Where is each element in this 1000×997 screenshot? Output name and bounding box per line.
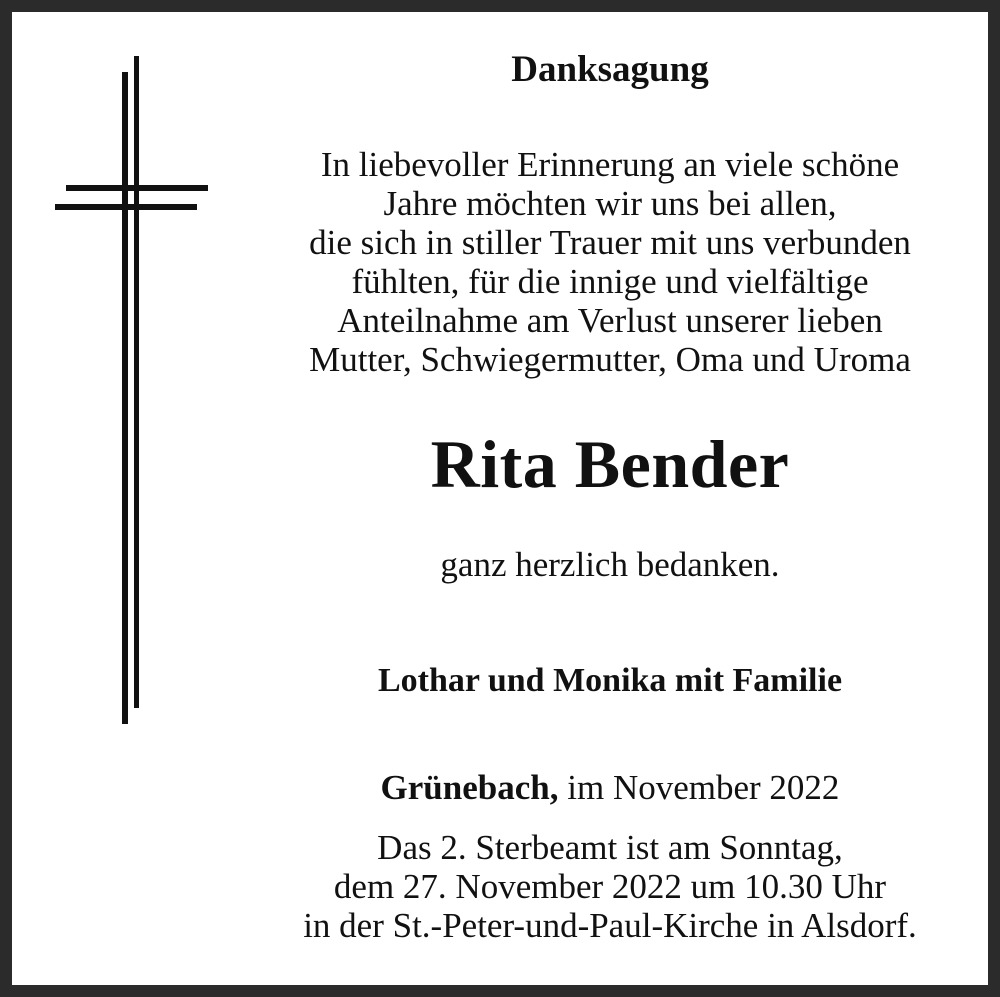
intro-text xyxy=(250,145,970,379)
intro-line: die sich in stiller Trauer mit uns verbunden xyxy=(309,223,911,262)
intro-line: Anteilnahme am Verlust unserer lieben xyxy=(337,301,883,340)
service-line: Das 2. Sterbeamt ist am Sonntag, xyxy=(377,828,843,867)
service-line: dem 27. November 2022 um 10.30 Uhr xyxy=(333,867,887,906)
notice-heading: Danksagung xyxy=(511,49,709,90)
thanks-line: ganz herzlich bedanken. xyxy=(440,545,780,584)
date-line: im November 2022 xyxy=(558,768,840,807)
intro-line: fühlten, für die innige und vielfältige xyxy=(351,262,869,301)
place-date xyxy=(250,768,970,808)
service-info xyxy=(250,828,970,945)
intro-line: Jahre möchten wir uns bei allen, xyxy=(383,184,837,223)
deceased-name: Rita Bender xyxy=(430,426,790,502)
place-name: Grünebach, xyxy=(380,768,559,807)
service-line: in der St.-Peter-und-Paul-Kirche in Alsdorf. xyxy=(303,906,917,945)
intro-line: In liebevoller Erinnerung an viele schöne xyxy=(320,145,900,184)
intro-line: Mutter, Schwiegermutter, Oma und Uroma xyxy=(309,340,911,379)
signature: Lothar und Monika mit Familie xyxy=(377,662,843,699)
